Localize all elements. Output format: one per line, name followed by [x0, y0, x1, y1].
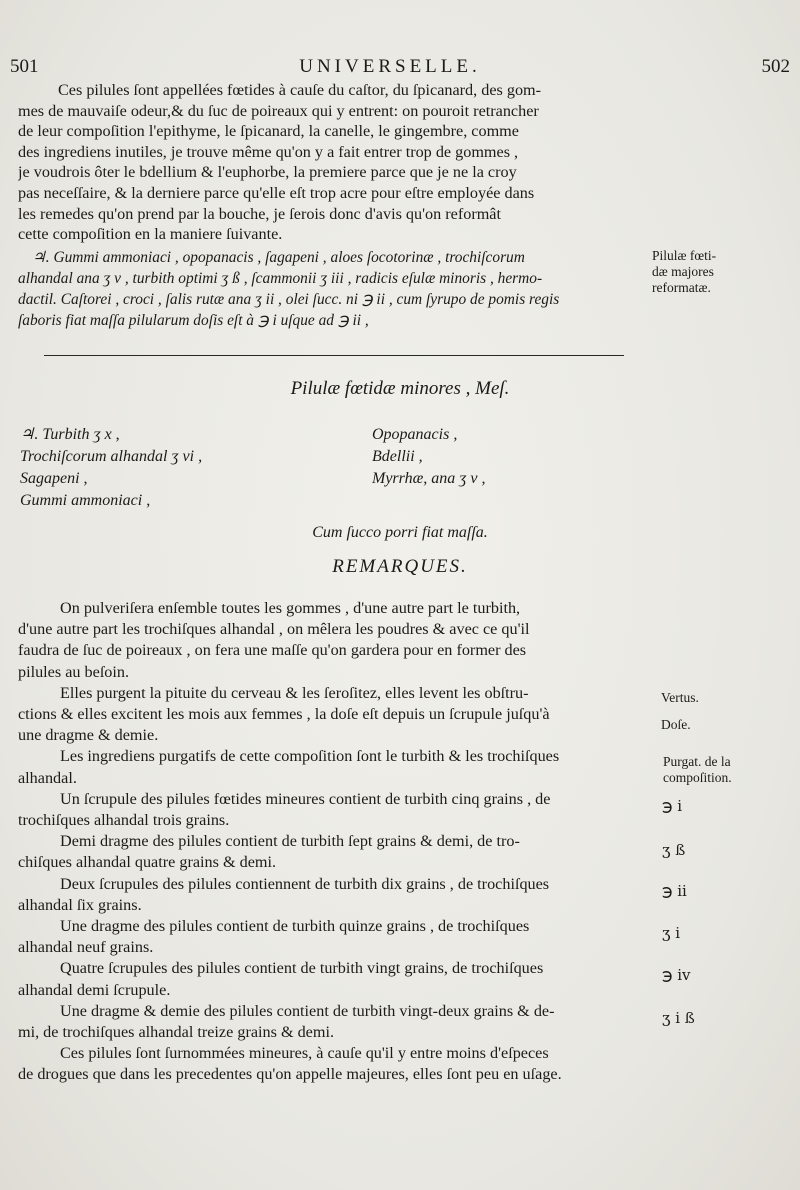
- margin-line: dæ majores: [652, 264, 714, 279]
- margin-line: compoſition.: [663, 770, 732, 785]
- intro-paragraph: [18, 80, 636, 245]
- dose-symbol: ʒ i ß: [662, 1009, 695, 1027]
- remark-line: mi, de trochiſques alhandal treize grains & demi.: [18, 1023, 335, 1042]
- ingredients-right-column: [372, 424, 485, 490]
- page-number-right: 502: [761, 56, 790, 77]
- intro-line: cette compoſition en la maniere ſuivante.: [18, 225, 283, 244]
- dose-symbol: ℈ i: [662, 797, 683, 815]
- remark-line: de drogues que dans les precedentes qu'on appelle majeures, elles ſont peu en uſage.: [18, 1065, 562, 1084]
- margin-note-dose: Doſe.: [661, 717, 691, 732]
- ingredient: Opopanacis ,: [372, 426, 458, 443]
- ingredients-left-column: [20, 424, 202, 512]
- dose-symbol: ℈ iv: [662, 966, 691, 984]
- section-divider: [44, 355, 624, 356]
- intro-line: pas neceſſaire, & la derniere parce qu'elle eſt trop acre pour eſtre employée dans: [18, 183, 535, 202]
- remark-line: faudra de ſuc de poireaux , on fera une maſſe qu'on gardera pour en former des: [18, 641, 527, 660]
- ingredient: Gummi ammoniaci ,: [20, 492, 151, 509]
- intro-line: les remedes qu'on prend par la bouche, je ſerois donc d'avis qu'on reformât: [18, 204, 501, 223]
- running-title: UNIVERSELLE.: [299, 56, 481, 77]
- margin-note-vertus: Vertus.: [661, 690, 699, 705]
- remark-line: pilules au beſoin.: [18, 662, 130, 681]
- page-header: [10, 56, 790, 80]
- intro-line: mes de mauvaiſe odeur,& du ſuc de poireaux qui y entrent: on pouroit retrancher: [18, 101, 539, 120]
- remark-line: Quatre ſcrupules des pilules contient de turbith vingt grains, de trochiſques: [60, 959, 544, 978]
- section-title: Pilulæ fœtidæ minores , Meſ.: [290, 378, 510, 399]
- recipe-line: alhandal ana ʒ v , turbith optimi ʒ ß , ſcammonii ʒ iii , radicis eſulæ minoris , hermo-: [18, 270, 543, 287]
- page-number-left: 501: [10, 56, 39, 77]
- remark-line: alhandal neuf grains.: [18, 938, 154, 957]
- remark-line: Une dragme & demie des pilules contient de turbith vingt-deux grains & de-: [60, 1001, 555, 1020]
- ingredient: ♃. Turbith ʒ x ,: [20, 426, 120, 443]
- remark-line: Deux ſcrupules des pilules contiennent de turbith dix grains , de trochiſques: [60, 874, 550, 893]
- remark-line: alhandal.: [18, 768, 77, 787]
- intro-line: de leur compoſition l'epithyme, le ſpicanard, la canelle, le gingembre, comme: [18, 122, 519, 141]
- dose-symbol: ℈ ii: [662, 882, 687, 900]
- remark-line: Une dragme des pilules contient de turbith quinze grains , de trochiſques: [60, 917, 530, 936]
- remark-line: Demi dragme des pilules contient de turbith ſept grains & demi, de tro-: [60, 832, 520, 851]
- remarks-title: REMARQUES.: [332, 556, 468, 577]
- ingredient: Myrrhæ, ana ʒ v ,: [372, 470, 486, 487]
- ingredient: Sagapeni ,: [20, 470, 88, 487]
- remarks-body: [18, 598, 652, 1086]
- intro-line: des ingrediens inutiles, je trouve même qu'on y a fait entrer trop de gommes ,: [18, 142, 519, 161]
- remark-line: d'une autre part les trochiſques alhandal , on mêlera les poudres & avec ce qu'il: [18, 620, 530, 639]
- remark-line: Elles purgent la pituite du cerveau & les ſeroſitez, elles levent les obſtru-: [60, 683, 529, 702]
- recipe-paragraph: [18, 247, 640, 331]
- dose-symbol: ʒ i: [662, 924, 681, 942]
- remark-line: alhandal demi ſcrupule.: [18, 980, 171, 999]
- remark-line: chiſques alhandal quatre grains & demi.: [18, 853, 277, 872]
- recipe-line: dactil. Caſtorei , croci , ſalis rutæ ana ʒ ii , olei ſucc. ni ℈ ii , cum ſyrupo de pomis regis: [18, 291, 560, 308]
- remark-line: une dragme & demie.: [18, 726, 159, 745]
- remark-line: On pulveriſera enſemble toutes les gommes , d'une autre part le turbith,: [60, 599, 521, 617]
- margin-line: Pilulæ fœti-: [652, 248, 717, 263]
- remark-line: Les ingrediens purgatifs de cette compoſition ſont le turbith & les trochiſques: [60, 747, 560, 766]
- remark-line: Un ſcrupule des pilules fœtides mineures contient de turbith cinq grains , de: [60, 789, 551, 808]
- recipe-line: ♃. Gummi ammoniaci , opopanacis , ſagapeni , aloes ſocotorinæ , trochiſcorum: [32, 249, 525, 266]
- dose-symbol: ʒ ß: [662, 841, 686, 859]
- margin-line: Purgat. de la: [663, 754, 731, 769]
- margin-note-purgat: [663, 754, 732, 786]
- remark-line: alhandal ſix grains.: [18, 895, 142, 914]
- remark-line: trochiſques alhandal trois grains.: [18, 811, 230, 830]
- intro-line: je voudrois ôter le bdellium & l'euphorbe, la premiere parce que je ne la croy: [18, 163, 517, 182]
- margin-note-reformatae: [652, 248, 716, 296]
- recipe-line: ſaboris fiat maſſa pilularum doſis eſt à ℈ i uſque ad ℈ ii ,: [18, 312, 369, 329]
- ingredient: Trochiſcorum alhandal ʒ vi ,: [20, 448, 203, 465]
- preparation-instruction: Cum ſucco porri fiat maſſa.: [312, 524, 488, 541]
- intro-line: Ces pilules ſont appellées fœtides à cauſe du caſtor, du ſpicanard, des gom-: [58, 81, 542, 99]
- remark-line: Ces pilules ſont ſurnommées mineures, à cauſe qu'il y entre moins d'eſpeces: [60, 1044, 549, 1063]
- ingredient: Bdellii ,: [372, 448, 423, 465]
- margin-line: reformatæ.: [652, 280, 711, 295]
- remark-line: ctions & elles excitent les mois aux femmes , la doſe eſt depuis un ſcrupule juſqu'à: [18, 705, 550, 724]
